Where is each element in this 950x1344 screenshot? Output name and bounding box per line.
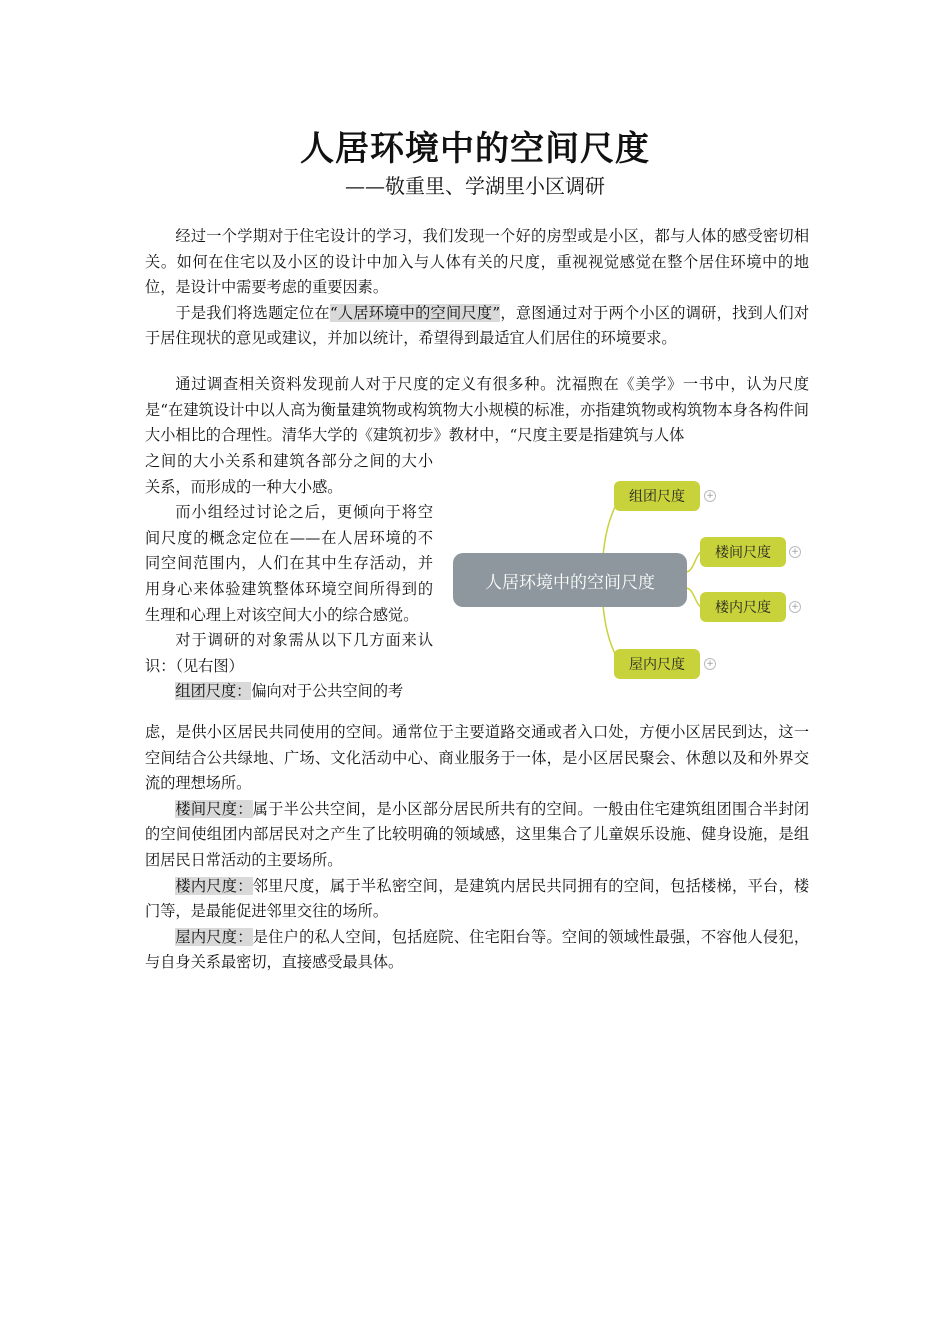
scale-1-paragraph-start (145, 679, 433, 705)
definition-paragraph: 通过调查相关资料发现前人对于尺度的定义有很多种。沈福煦在《美学》一书中，认为尺度是“在建筑设计中以人高为衡量建筑物或构筑物大小规模的标准，亦指建筑物或构筑物本身各构件间大小相比的合理性。清华大学的《建筑初步》教材中，“尺度主要是指建筑与人体 (145, 375, 809, 445)
scale-3-label: 楼内尺度： (175, 876, 253, 895)
definition-paragraph-cont: 之间的大小关系和建筑各部分之间的大小关系，而形成的一种大小感。 (145, 452, 433, 496)
document-subtitle: ——敬重里、学湖里小区调研 (345, 174, 605, 198)
mind-map-node-group-scale: 组团尺度 (614, 481, 700, 511)
mind-map-node-between-buildings: 楼间尺度 (700, 537, 786, 567)
expand-icon: + (704, 658, 716, 670)
mind-map-center-node: 人居环境中的空间尺度 (453, 553, 687, 607)
scales-section (145, 720, 809, 976)
intro-p2-after: ，意图通过对于两个小区的调研，找到人们对于居住现状的意见或建议，并加以统计，希望得到最适宜人们居住的环境要求。 (145, 303, 810, 348)
scale-3-text: 邻里尺度，属于半私密空间，是建筑内居民共同拥有的空间，包括楼梯，平台，楼门等，是最能促进邻里交往的场所。 (145, 876, 810, 921)
scale-2-paragraph (145, 797, 809, 874)
narrow-column (145, 449, 433, 705)
expand-icon: + (789, 601, 801, 613)
scale-4-label: 屋内尺度： (175, 927, 253, 946)
scale-1-label: 组团尺度： (175, 682, 252, 701)
topic-highlight: “人居环境中的空间尺度” (329, 303, 501, 322)
intro-paragraph-1: 经过一个学期对于住宅设计的学习，我们发现一个好的房型或是小区，都与人体的感受密切相关。如何在住宅以及小区的设计中加入与人体有关的尺度，重视视觉感觉在整个居住环境中的地位，是设计中需要考虑的重要因素。 (145, 227, 809, 297)
document-title: 人居环境中的空间尺度 (300, 129, 650, 169)
mind-map-node-within-building: 楼内尺度 (700, 592, 786, 622)
scale-2-text: 属于半公共空间，是小区部分居民所共有的空间。一般由住宅建筑组团围合半封闭的空间使组团内部居民对之产生了比较明确的领域感，这里集合了儿童娱乐设施、健身设施，是组团居民日常活动的主要场所。 (145, 799, 810, 869)
scale-3-paragraph (145, 874, 809, 925)
scale-1-paragraph-rest: 虑，是供小区居民共同使用的空间。通常位于主要道路交通或者入口处，方便小区居民到达，这一空间结合公共绿地、广场、文化活动中心、商业服务于一体，是小区居民聚会、休憩以及和外界交流的理想场所。 (145, 723, 809, 793)
scale-4-paragraph (145, 925, 809, 976)
definition-section (145, 372, 809, 449)
research-aspects-paragraph: 对于调研的对象需从以下几方面来认识：（见右图） (145, 631, 433, 675)
concept-paragraph: 而小组经过讨论之后，更倾向于将空间尺度的概念定位在——在人居环境的不同空间范围内，人们在其中生存活动，并用身心来体验建筑整体环境空间所得到的生理和心理上对该空间大小的综合感觉。 (145, 503, 433, 624)
mind-map (452, 476, 808, 688)
scale-1-text-start: 偏向对于公共空间的考 (251, 682, 404, 701)
scale-4-text: 是住户的私人空间，包括庭院、住宅阳台等。空间的领域性最强，不容他人侵犯，与自身关系最密切，直接感受最具体。 (145, 927, 810, 972)
scale-2-label: 楼间尺度： (175, 799, 253, 818)
intro-paragraph-2 (145, 301, 809, 352)
expand-icon: + (704, 490, 716, 502)
expand-icon: + (789, 546, 801, 558)
mind-map-node-indoor: 屋内尺度 (614, 649, 700, 679)
intro-p2-before: 于是我们将选题定位在 (175, 303, 330, 322)
intro-section (145, 224, 809, 352)
